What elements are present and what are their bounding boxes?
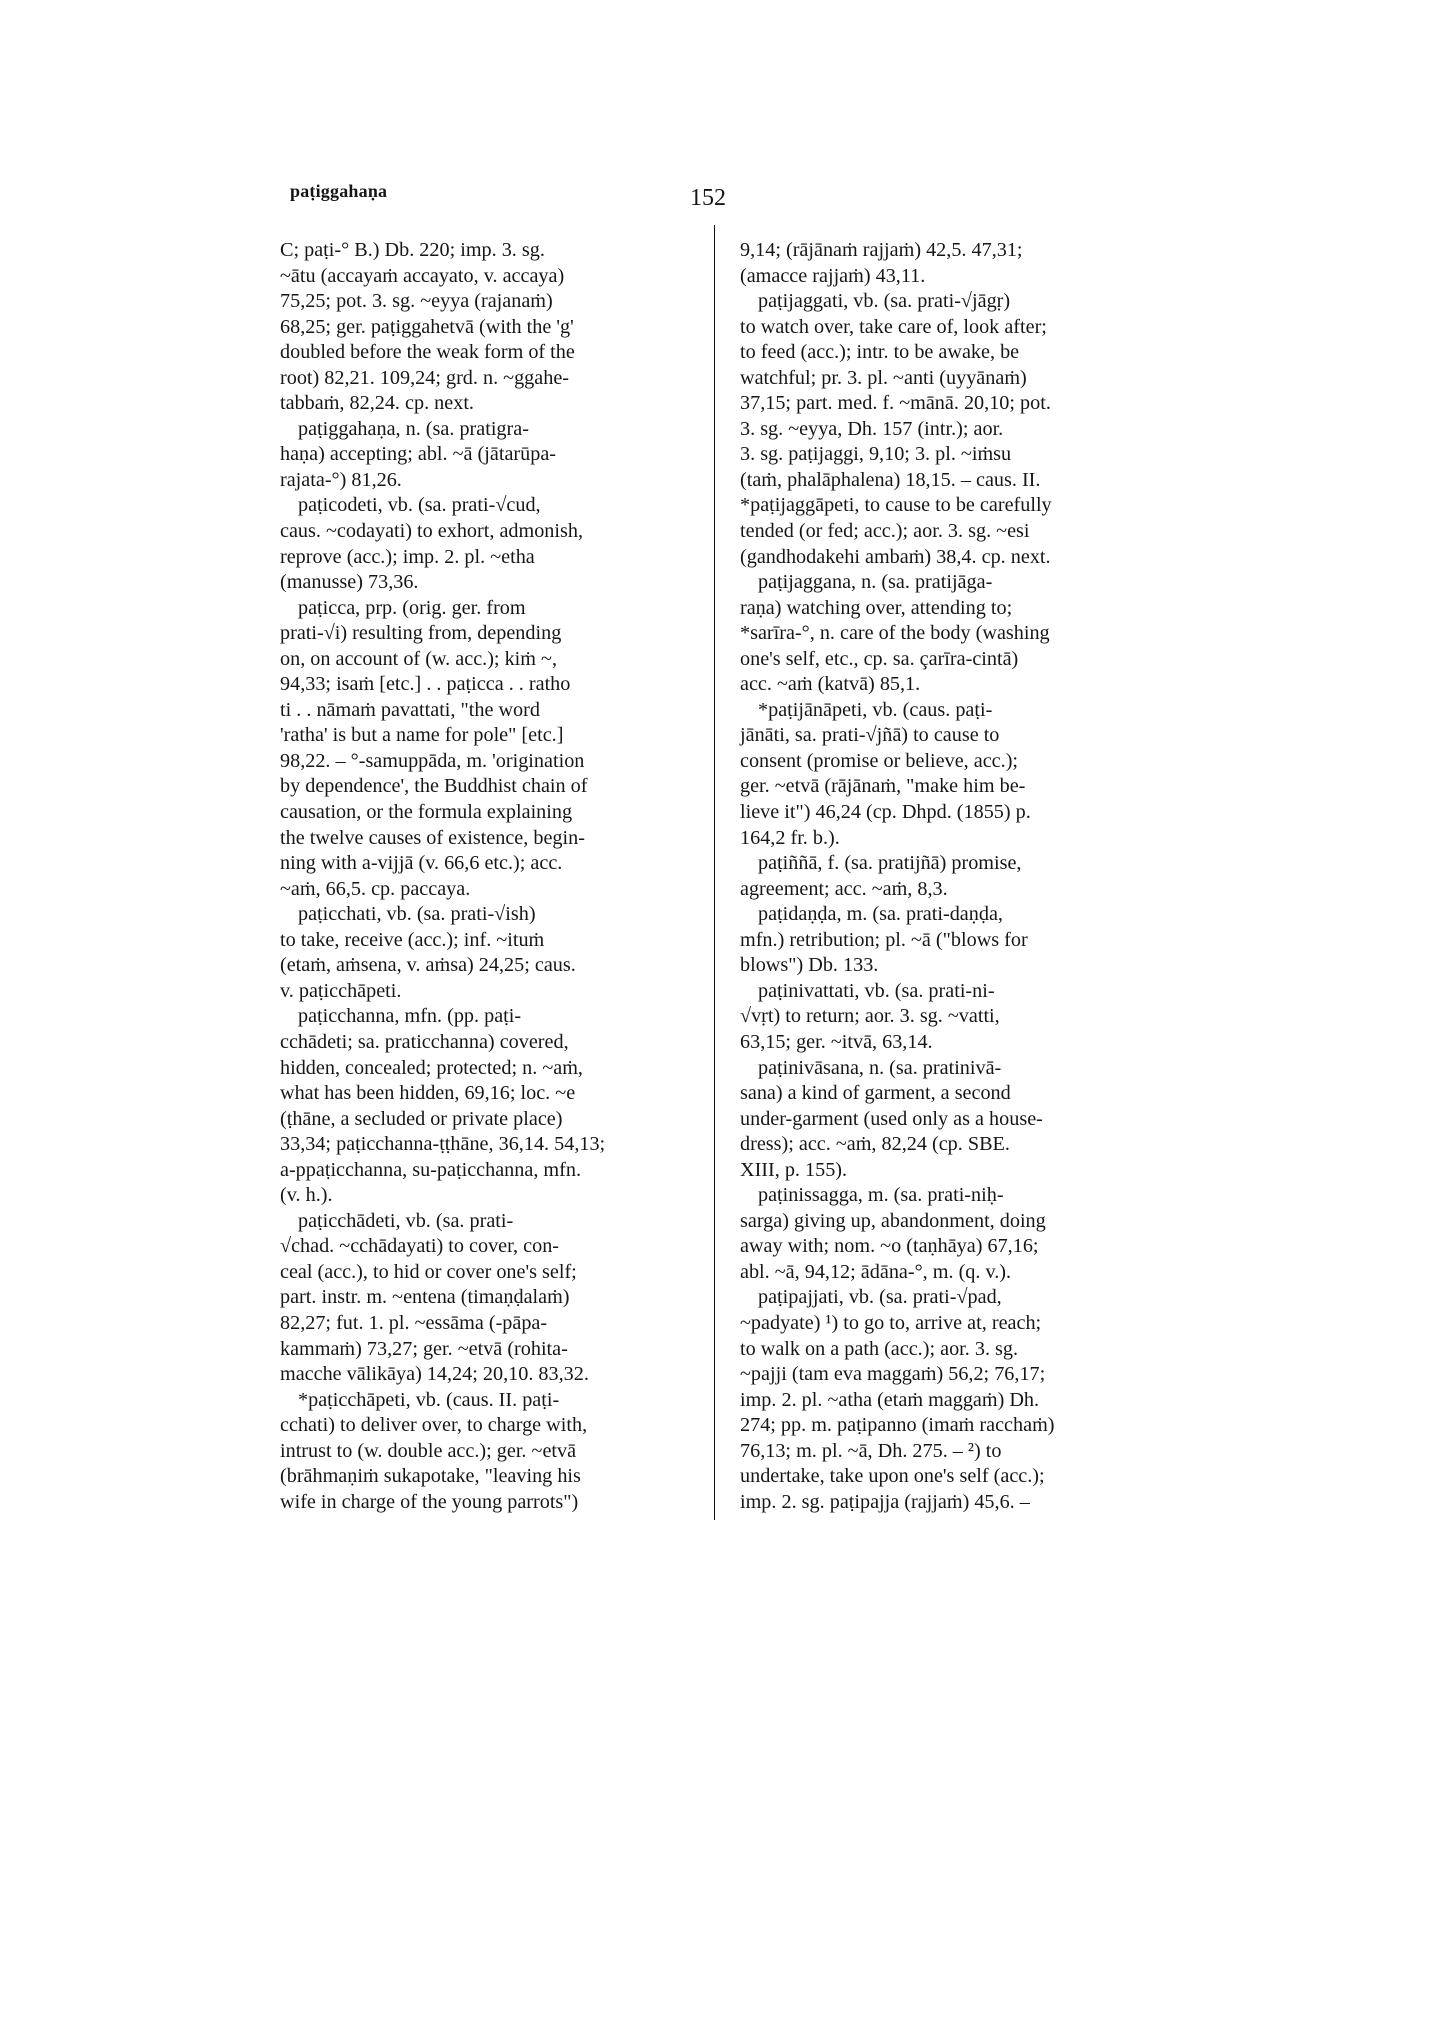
dictionary-line: kammaṁ) 73,27; ger. ~etvā (rohita- bbox=[280, 1337, 568, 1360]
dictionary-line: to walk on a path (acc.); aor. 3. sg. bbox=[740, 1337, 1019, 1360]
dictionary-line: (gandhodakehi ambaṁ) 38,4. cp. next. bbox=[740, 545, 1051, 568]
dictionary-line: what has been hidden, 69,16; loc. ~e bbox=[280, 1082, 576, 1105]
dictionary-line: to take, receive (acc.); inf. ~ituṁ bbox=[280, 928, 545, 951]
dictionary-line: (brāhmaṇiṁ sukapotake, "leaving his bbox=[280, 1465, 581, 1488]
dictionary-line: 33,34; paṭicchanna-ṭṭhāne, 36,14. 54,13; bbox=[280, 1133, 606, 1156]
dictionary-line: imp. 2. pl. ~atha (etaṁ maggaṁ) Dh. bbox=[740, 1388, 1040, 1411]
dictionary-line: acc. ~aṁ (katvā) 85,1. bbox=[740, 673, 921, 696]
entry-headword-line: paṭicchādeti, vb. (sa. prati- bbox=[298, 1209, 514, 1232]
dictionary-line: (taṁ, phalāphalena) 18,15. – caus. II. bbox=[740, 468, 1041, 491]
dictionary-line: cchādeti; sa. praticchanna) covered, bbox=[280, 1030, 569, 1053]
dictionary-line: causation, or the formula explaining bbox=[280, 801, 573, 824]
dictionary-line: imp. 2. sg. paṭipajja (rajjaṁ) 45,6. – bbox=[740, 1490, 1030, 1513]
dictionary-line: ~ātu (accayaṁ accayato, v. accaya) bbox=[280, 264, 565, 287]
dictionary-line: ~pajji (tam eva maggaṁ) 56,2; 76,17; bbox=[740, 1363, 1046, 1386]
dictionary-line: away with; nom. ~o (taṇhāya) 67,16; bbox=[740, 1235, 1039, 1258]
dictionary-line: 9,14; (rājānaṁ rajjaṁ) 42,5. 47,31; bbox=[740, 239, 1023, 261]
dictionary-line: √chad. ~cchādayati) to cover, con- bbox=[280, 1235, 560, 1258]
dictionary-line: undertake, take upon one's self (acc.); bbox=[740, 1465, 1045, 1488]
dictionary-line: jānāti, sa. prati-√jñā) to cause to bbox=[740, 724, 1000, 747]
dictionary-line: on, on account of (w. acc.); kiṁ ~, bbox=[280, 647, 558, 670]
dictionary-line: *paṭijaggāpeti, to cause to be carefully bbox=[740, 494, 1052, 517]
dictionary-line: C; paṭi-° B.) Db. 220; imp. 3. sg. bbox=[280, 239, 545, 261]
dictionary-line: tended (or fed; acc.); aor. 3. sg. ~esi bbox=[740, 520, 1030, 543]
dictionary-line: lieve it") 46,24 (cp. Dhpd. (1855) p. bbox=[740, 801, 1031, 824]
entry-headword-line: paṭiggahaṇa, n. (sa. pratigra- bbox=[298, 417, 529, 440]
dictionary-line: (manusse) 73,36. bbox=[280, 571, 419, 594]
dictionary-line: by dependence', the Buddhist chain of bbox=[280, 775, 588, 798]
dictionary-line: consent (promise or believe, acc.); bbox=[740, 749, 1019, 772]
dictionary-line: 274; pp. m. paṭipanno (imaṁ racchaṁ) bbox=[740, 1414, 1055, 1437]
entry-headword-line: paṭinivāsana, n. (sa. pratinivā- bbox=[758, 1056, 1002, 1079]
entry-headword-line: paṭicca, prp. (orig. ger. from bbox=[298, 596, 526, 619]
dictionary-line: watchful; pr. 3. pl. ~anti (uyyānaṁ) bbox=[740, 366, 1027, 389]
dictionary-line: caus. ~codayati) to exhort, admonish, bbox=[280, 520, 583, 543]
dictionary-line: to feed (acc.); intr. to be awake, be bbox=[740, 341, 1020, 364]
dictionary-line: (amacce rajjaṁ) 43,11. bbox=[740, 264, 926, 287]
dictionary-line: part. instr. m. ~entena (timaṇḍalaṁ) bbox=[280, 1286, 570, 1309]
left-column bbox=[280, 238, 700, 1515]
dictionary-line: tabbaṁ, 82,24. cp. next. bbox=[280, 392, 474, 415]
dictionary-line: dress); acc. ~aṁ, 82,24 (cp. SBE. bbox=[740, 1133, 1010, 1156]
dictionary-line: blows") Db. 133. bbox=[740, 954, 879, 977]
dictionary-line: ning with a-vijjā (v. 66,6 etc.); acc. bbox=[280, 852, 563, 875]
dictionary-line: 94,33; isaṁ [etc.] . . paṭicca . . ratho bbox=[280, 673, 571, 696]
dictionary-line: ger. ~etvā (rājānaṁ, "make him be- bbox=[740, 775, 1026, 798]
column-divider bbox=[714, 225, 715, 1520]
dictionary-line: mfn.) retribution; pl. ~ā ("blows for bbox=[740, 928, 1028, 951]
dictionary-line: 68,25; ger. paṭiggahetvā (with the 'g' bbox=[280, 315, 574, 338]
dictionary-line: prati-√i) resulting from, depending bbox=[280, 622, 562, 645]
entry-headword-line: *paṭijānāpeti, vb. (caus. paṭi- bbox=[758, 698, 993, 721]
dictionary-line: 3. sg. paṭijaggi, 9,10; 3. pl. ~iṁsu bbox=[740, 443, 1012, 466]
dictionary-line: sarga) giving up, abandonment, doing bbox=[740, 1209, 1046, 1232]
dictionary-line: 164,2 fr. b.). bbox=[740, 826, 840, 849]
dictionary-line: cchati) to deliver over, to charge with, bbox=[280, 1414, 588, 1437]
dictionary-line: ~aṁ, 66,5. cp. paccaya. bbox=[280, 877, 471, 900]
dictionary-line: ti . . nāmaṁ pavattati, "the word bbox=[280, 698, 540, 721]
entry-headword-line: *paṭicchāpeti, vb. (caus. II. paṭi- bbox=[298, 1388, 560, 1411]
dictionary-line: to watch over, take care of, look after; bbox=[740, 315, 1047, 338]
page-number: 152 bbox=[690, 185, 726, 211]
dictionary-line: wife in charge of the young parrots") bbox=[280, 1490, 579, 1513]
dictionary-line: abl. ~ā, 94,12; ādāna-°, m. (q. v.). bbox=[740, 1260, 1012, 1283]
entry-headword-line: paṭijaggati, vb. (sa. prati-√jāgṛ) bbox=[758, 290, 1011, 313]
dictionary-line: a-ppaṭicchanna, su-paṭicchanna, mfn. bbox=[280, 1158, 581, 1181]
dictionary-line: 82,27; fut. 1. pl. ~essāma (-pāpa- bbox=[280, 1311, 548, 1334]
dictionary-line: ceal (acc.), to hid or cover one's self; bbox=[280, 1260, 577, 1283]
dictionary-line: sana) a kind of garment, a second bbox=[740, 1082, 1011, 1105]
right-column bbox=[740, 238, 1160, 1515]
running-head: paṭiggahaṇa bbox=[290, 181, 388, 201]
dictionary-line: haṇa) accepting; abl. ~ā (jātarūpa- bbox=[280, 443, 557, 466]
entry-headword-line: paṭiññā, f. (sa. pratijñā) promise, bbox=[758, 852, 1022, 875]
dictionary-line: one's self, etc., cp. sa. çarīra-cintā) bbox=[740, 647, 1019, 670]
dictionary-line: *sarīra-°, n. care of the body (washing bbox=[740, 622, 1050, 645]
dictionary-line: (v. h.). bbox=[280, 1184, 333, 1207]
dictionary-line: intrust to (w. double acc.); ger. ~etvā bbox=[280, 1439, 577, 1462]
dictionary-line: the twelve causes of existence, begin- bbox=[280, 826, 585, 849]
dictionary-line: root) 82,21. 109,24; grd. n. ~ggahe- bbox=[280, 366, 570, 389]
dictionary-line: 3. sg. ~eyya, Dh. 157 (intr.); aor. bbox=[740, 417, 1004, 440]
entry-headword-line: paṭijaggana, n. (sa. pratijāga- bbox=[758, 571, 993, 594]
dictionary-line: agreement; acc. ~aṁ, 8,3. bbox=[740, 877, 948, 900]
dictionary-line: 98,22. – °-samuppāda, m. 'origination bbox=[280, 749, 585, 772]
dictionary-line: rajata-°) 81,26. bbox=[280, 468, 402, 491]
dictionary-line: macche vālikāya) 14,24; 20,10. 83,32. bbox=[280, 1363, 589, 1386]
dictionary-line: 76,13; m. pl. ~ā, Dh. 275. – ²) to bbox=[740, 1439, 1002, 1462]
dictionary-line: 37,15; part. med. f. ~mānā. 20,10; pot. bbox=[740, 392, 1051, 415]
dictionary-line: 63,15; ger. ~itvā, 63,14. bbox=[740, 1030, 933, 1053]
dictionary-line: √vṛt) to return; aor. 3. sg. ~vatti, bbox=[740, 1005, 1000, 1028]
dictionary-line: XIII, p. 155). bbox=[740, 1158, 848, 1181]
dictionary-line: (ṭhāne, a secluded or private place) bbox=[280, 1107, 563, 1130]
entry-headword-line: paṭinissagga, m. (sa. prati-niḥ- bbox=[758, 1184, 1004, 1207]
dictionary-line: raṇa) watching over, attending to; bbox=[740, 596, 1013, 619]
dictionary-line: 'ratha' is but a name for pole" [etc.] bbox=[280, 724, 564, 747]
dictionary-line: (etaṁ, aṁsena, v. aṁsa) 24,25; caus. bbox=[280, 954, 576, 977]
dictionary-line: 75,25; pot. 3. sg. ~eyya (rajanaṁ) bbox=[280, 290, 553, 313]
entry-headword-line: paṭicchati, vb. (sa. prati-√ish) bbox=[298, 903, 536, 926]
dictionary-line: reprove (acc.); imp. 2. pl. ~etha bbox=[280, 545, 535, 568]
entry-headword-line: paṭidaṇḍa, m. (sa. prati-daṇḍa, bbox=[758, 903, 1003, 926]
dictionary-line: v. paṭicchāpeti. bbox=[280, 979, 402, 1002]
entry-headword-line: paṭicchanna, mfn. (pp. paṭi- bbox=[298, 1005, 522, 1028]
entry-headword-line: paṭinivattati, vb. (sa. prati-ni- bbox=[758, 979, 995, 1002]
dictionary-line: under-garment (used only as a house- bbox=[740, 1107, 1043, 1130]
entry-headword-line: paṭicodeti, vb. (sa. prati-√cud, bbox=[298, 494, 541, 517]
entry-headword-line: paṭipajjati, vb. (sa. prati-√pad, bbox=[758, 1286, 1002, 1309]
dictionary-line: doubled before the weak form of the bbox=[280, 341, 575, 364]
dictionary-line: ~padyate) ¹) to go to, arrive at, reach; bbox=[740, 1311, 1042, 1334]
dictionary-line: hidden, concealed; protected; n. ~aṁ, bbox=[280, 1056, 583, 1079]
